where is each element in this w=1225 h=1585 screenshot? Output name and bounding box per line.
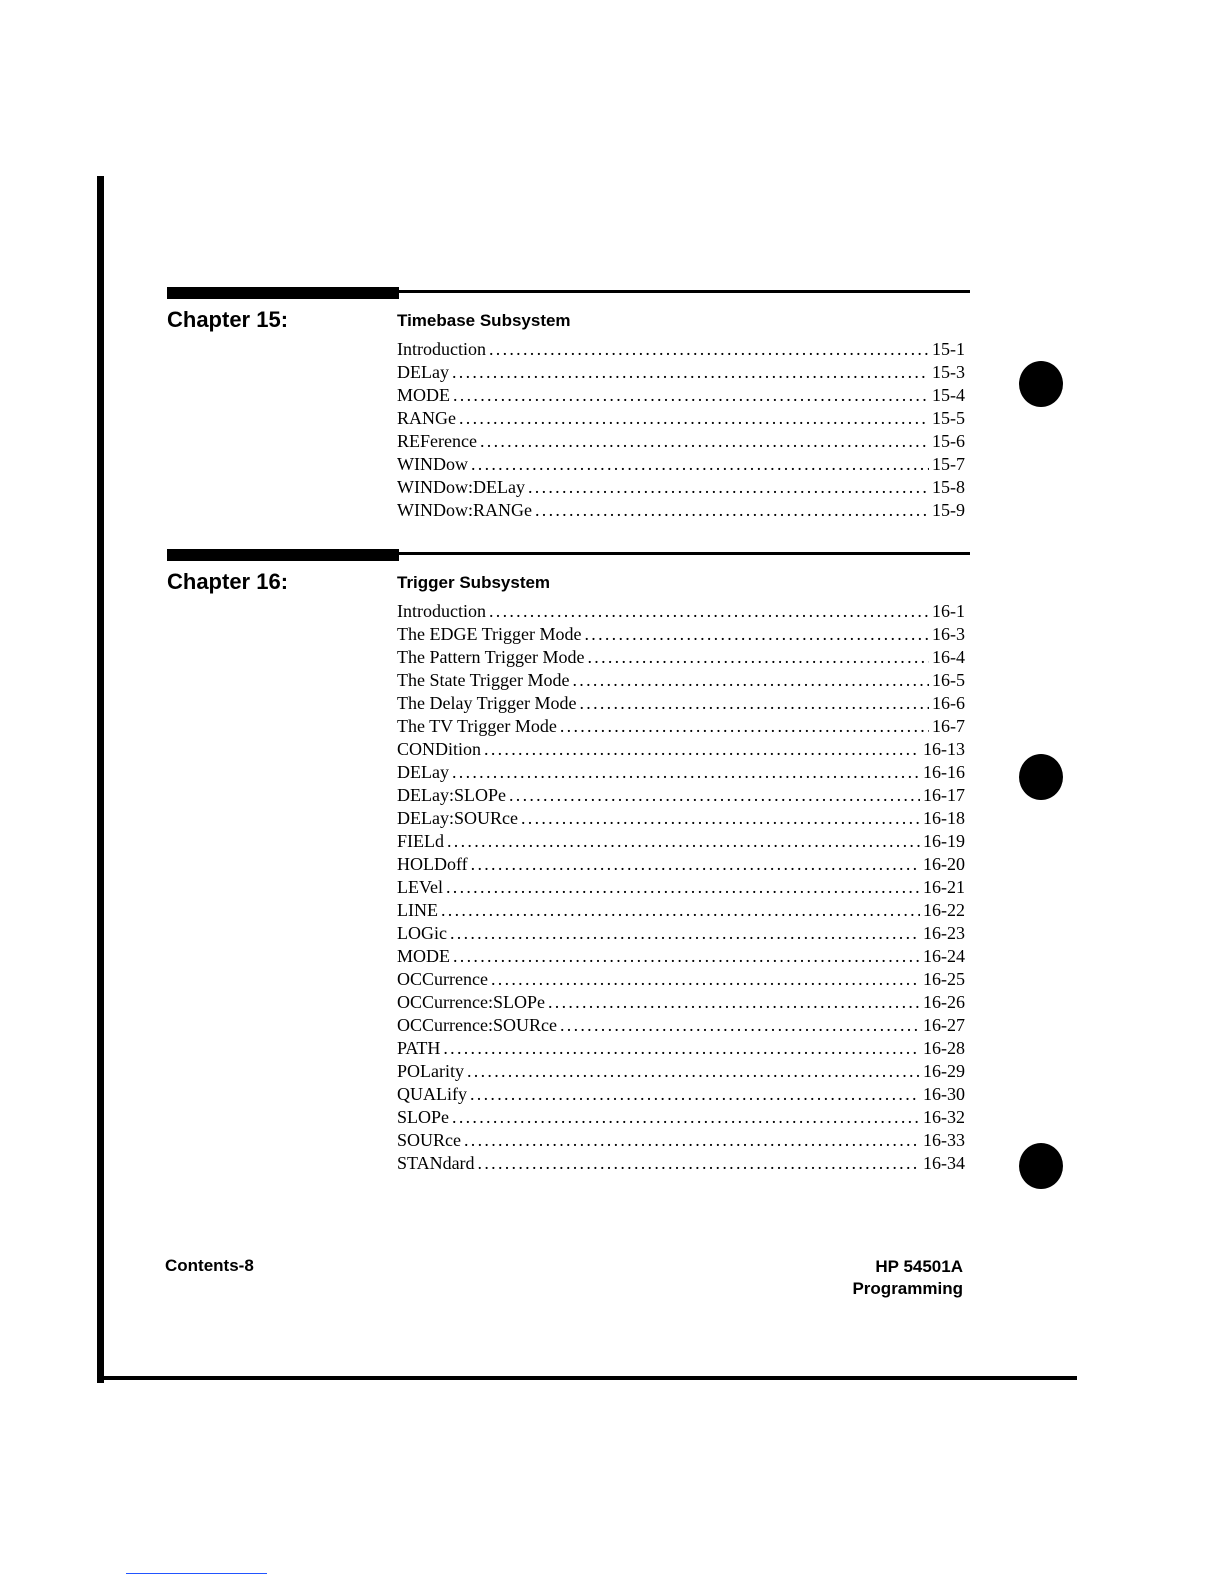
- toc-entry-name: REFerence: [397, 431, 477, 451]
- dot-leader: [453, 385, 929, 406]
- dot-leader: [489, 339, 929, 360]
- dot-leader: [452, 1107, 920, 1128]
- toc-entry-name: SOURce: [397, 1130, 461, 1150]
- toc-entry-name: QUALify: [397, 1084, 467, 1104]
- dot-leader: [573, 670, 930, 691]
- toc-entry-name: The TV Trigger Mode: [397, 716, 557, 736]
- toc-entry-name: Introduction: [397, 601, 486, 621]
- chapter-divider-thick: [167, 287, 399, 299]
- dot-leader: [484, 739, 920, 760]
- bottom-page-rule: [97, 1376, 1077, 1380]
- toc-entry-name: CONDition: [397, 739, 482, 759]
- toc-entry-name: The EDGE Trigger Mode: [397, 624, 582, 644]
- toc-entry-page: 16-18: [923, 808, 965, 828]
- toc-entry: [397, 923, 965, 946]
- toc-entry: [397, 647, 965, 670]
- toc-entry: [397, 808, 965, 831]
- toc-entry: [397, 408, 965, 431]
- dot-leader: [535, 500, 929, 521]
- toc-entry-name: OCCurrence:SOURce: [397, 1015, 557, 1035]
- dot-leader: [560, 1015, 920, 1036]
- toc-entry-name: FIELd: [397, 831, 444, 851]
- toc-entry-page: 16-26: [923, 992, 965, 1012]
- dot-leader: [452, 762, 920, 783]
- toc-entry-name: The Delay Trigger Mode: [397, 693, 577, 713]
- toc-entry-page: 16-17: [923, 785, 965, 805]
- toc-entry-page: 16-7: [932, 716, 965, 736]
- toc-entry: [397, 992, 965, 1015]
- toc-entry-name: RANGe: [397, 408, 456, 428]
- toc-entry-name: HOLDoff: [397, 854, 468, 874]
- chapter-16-section: [167, 549, 970, 1173]
- toc-entry-name: LINE: [397, 900, 438, 920]
- toc-entry-page: 16-13: [923, 739, 965, 759]
- chapter-15-section: [167, 287, 970, 520]
- toc-entry-name: DELay:SLOPe: [397, 785, 506, 805]
- toc-entry-page: 16-16: [923, 762, 965, 782]
- toc-entry: [397, 385, 965, 408]
- chapter-title: Timebase Subsystem: [397, 311, 571, 330]
- dot-leader: [509, 785, 920, 806]
- toc-entry-name: STANdard: [397, 1153, 475, 1173]
- toc-entry-page: 16-1: [932, 601, 965, 621]
- toc-entry-page: 16-33: [923, 1130, 965, 1150]
- toc-entry-list: [397, 339, 965, 523]
- dot-leader: [491, 969, 920, 990]
- toc-entry: [397, 624, 965, 647]
- toc-entry-page: 16-34: [923, 1153, 965, 1173]
- toc-entry-page: 15-8: [932, 477, 965, 497]
- dot-leader: [441, 900, 920, 921]
- dot-leader: [467, 1061, 920, 1082]
- binder-hole-bottom: [1019, 1143, 1063, 1189]
- toc-entry-page: 16-4: [932, 647, 965, 667]
- footer-product-block: [852, 1256, 963, 1300]
- chapter-divider-thin: [399, 552, 970, 555]
- toc-entry-name: DELay: [397, 762, 449, 782]
- product-name: HP 54501A: [875, 1257, 963, 1276]
- dot-leader: [560, 716, 929, 737]
- bottom-underline: [126, 1573, 267, 1574]
- toc-entry: [397, 500, 965, 523]
- toc-entry: [397, 969, 965, 992]
- toc-entry-name: POLarity: [397, 1061, 464, 1081]
- toc-entry-page: 16-3: [932, 624, 965, 644]
- chapter-divider: [167, 287, 970, 299]
- chapter-title: Trigger Subsystem: [397, 573, 551, 592]
- toc-entry-page: 15-9: [932, 500, 965, 520]
- toc-entry: [397, 431, 965, 454]
- toc-entry: [397, 716, 965, 739]
- toc-entry: [397, 1130, 965, 1153]
- toc-entry-page: 16-22: [923, 900, 965, 920]
- chapter-divider: [167, 549, 970, 561]
- dot-leader: [464, 1130, 920, 1151]
- dot-leader: [447, 831, 920, 852]
- dot-leader: [478, 1153, 920, 1174]
- toc-entry: [397, 1038, 965, 1061]
- toc-entry-page: 15-7: [932, 454, 965, 474]
- toc-entry-page: 15-3: [932, 362, 965, 382]
- dot-leader: [443, 1038, 920, 1059]
- toc-entry: [397, 785, 965, 808]
- toc-entry-page: 16-5: [932, 670, 965, 690]
- toc-entry: [397, 900, 965, 923]
- toc-entry-page: 15-1: [932, 339, 965, 359]
- dot-leader: [528, 477, 929, 498]
- toc-entry: [397, 477, 965, 500]
- toc-entry-page: 15-5: [932, 408, 965, 428]
- toc-entry-name: DELay: [397, 362, 449, 382]
- toc-entry-name: The Pattern Trigger Mode: [397, 647, 585, 667]
- toc-entry-page: 16-23: [923, 923, 965, 943]
- toc-entry: [397, 693, 965, 716]
- toc-entry-name: The State Trigger Mode: [397, 670, 570, 690]
- toc-entry: [397, 601, 965, 624]
- toc-entry-name: MODE: [397, 385, 450, 405]
- dot-leader: [459, 408, 929, 429]
- dot-leader: [521, 808, 920, 829]
- binder-hole-middle: [1019, 754, 1063, 800]
- toc-entry-page: 16-19: [923, 831, 965, 851]
- toc-entry-page: 16-24: [923, 946, 965, 966]
- dot-leader: [453, 946, 920, 967]
- toc-entry: [397, 1015, 965, 1038]
- toc-entry-name: SLOPe: [397, 1107, 450, 1127]
- toc-entry: [397, 877, 965, 900]
- toc-entry: [397, 454, 965, 477]
- toc-entry-name: Introduction: [397, 339, 486, 359]
- chapter-divider-thin: [399, 290, 970, 293]
- dot-leader: [450, 923, 920, 944]
- toc-entry: [397, 739, 965, 762]
- toc-entry: [397, 831, 965, 854]
- toc-entry-page: 16-6: [932, 693, 965, 713]
- toc-entry-page: 16-32: [923, 1107, 965, 1127]
- toc-entry-page: 16-29: [923, 1061, 965, 1081]
- toc-entry-page: 16-21: [923, 877, 965, 897]
- toc-entry: [397, 946, 965, 969]
- toc-entry-page: 16-20: [923, 854, 965, 874]
- dot-leader: [587, 647, 929, 668]
- toc-entry-name: WINDow:RANGe: [397, 500, 532, 520]
- chapter-divider-thick: [167, 549, 399, 561]
- toc-entry-name: LOGic: [397, 923, 447, 943]
- toc-entry-list: [397, 601, 965, 1176]
- toc-entry-page: 16-30: [923, 1084, 965, 1104]
- toc-entry-page: 16-28: [923, 1038, 965, 1058]
- toc-entry-name: DELay:SOURce: [397, 808, 518, 828]
- toc-entry: [397, 854, 965, 877]
- toc-entry: [397, 1153, 965, 1176]
- toc-entry-name: MODE: [397, 946, 450, 966]
- toc-entry-name: OCCurrence:SLOPe: [397, 992, 545, 1012]
- dot-leader: [584, 624, 929, 645]
- dot-leader: [446, 877, 920, 898]
- chapter-label: Chapter 16:: [167, 569, 289, 594]
- dot-leader: [489, 601, 929, 622]
- dot-leader: [452, 362, 929, 383]
- dot-leader: [471, 454, 929, 475]
- dot-leader: [470, 1084, 920, 1105]
- toc-entry: [397, 1107, 965, 1130]
- dot-leader: [579, 693, 929, 714]
- dot-leader: [471, 854, 920, 875]
- manual-section-name: Programming: [852, 1279, 963, 1298]
- binder-hole-top: [1019, 361, 1063, 407]
- left-margin-bar: [97, 176, 104, 1383]
- toc-entry: [397, 339, 965, 362]
- toc-entry-name: LEVel: [397, 877, 443, 897]
- toc-entry-name: WINDow:DELay: [397, 477, 525, 497]
- toc-entry-page: 16-27: [923, 1015, 965, 1035]
- toc-entry: [397, 762, 965, 785]
- toc-entry: [397, 1084, 965, 1107]
- toc-entry-name: OCCurrence: [397, 969, 488, 989]
- page-number-label: Contents-8: [165, 1256, 254, 1275]
- toc-entry-page: 15-4: [932, 385, 965, 405]
- toc-entry-name: PATH: [397, 1038, 441, 1058]
- dot-leader: [480, 431, 929, 452]
- toc-entry-page: 16-25: [923, 969, 965, 989]
- toc-entry: [397, 670, 965, 693]
- toc-entry: [397, 362, 965, 385]
- toc-entry-page: 15-6: [932, 431, 965, 451]
- toc-entry: [397, 1061, 965, 1084]
- chapter-label: Chapter 15:: [167, 307, 289, 332]
- toc-entry-name: WINDow: [397, 454, 468, 474]
- dot-leader: [548, 992, 920, 1013]
